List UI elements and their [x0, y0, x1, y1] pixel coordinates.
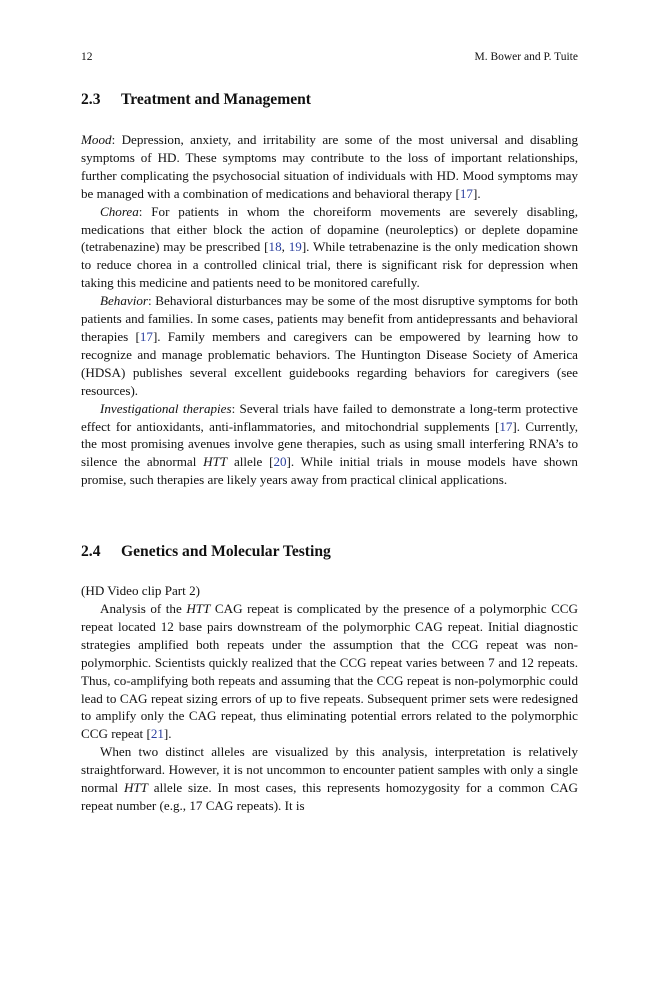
page: [81, 50, 578, 815]
section-title: Genetics and Molecular Testing: [121, 543, 331, 561]
gene-name: HTT: [123, 780, 148, 796]
citation-link[interactable]: 18: [268, 239, 282, 255]
citation-link[interactable]: 17: [459, 185, 473, 201]
paragraph-investigational: Investigational therapies: Several trials have failed to demonstrate a long-term protective effect for antioxidants, anti-inflammatories, and mitochondrial supplements [17]. Currently, the most promising avenues involve gene therapies, such as using small interfering RNA’s to silence the abnormal HTT allele [20]. While initial trials in mouse models have shown promise, such therapies are likely years away from practical clinical applications.: [81, 400, 579, 488]
paragraph-chorea: Chorea: For patients in whom the choreiform movements are severely disabling, medications that either block the action of dopamine (neuroleptics) or deplete dopamine (tetrabenazine) may be prescribed [18, 19]. While tetrabenazine is the only medication shown to reduce chorea in a controlled clinical trial, there is significant risk for depression when taking this medicine and patients need to be monitored carefully.: [81, 203, 579, 291]
citation-link[interactable]: 17: [499, 418, 513, 434]
section-title: Treatment and Management: [121, 91, 311, 108]
section-number: 2.3: [81, 91, 101, 108]
citation-link[interactable]: 17: [139, 328, 153, 344]
run-in-label-behavior: Behavior: [100, 293, 148, 309]
paragraph-behavior: Behavior: Behavioral disturbances may be some of the most disruptive symptoms for both patients and families. In some cases, patients may benefit from antidepressants and behavioral therapies [17]. Family members and caregivers can be empowered by learning how to recognize and manage problematic behaviors. The Huntington Disease Society of America (HDSA) publishes several excellent guidebooks regarding behaviors for caregivers (see resources).: [81, 293, 578, 398]
run-in-label-mood: Mood: [81, 132, 112, 147]
citation-link[interactable]: 19: [288, 239, 302, 255]
gene-name: HTT: [203, 454, 228, 470]
section-heading-2-4: [81, 542, 578, 562]
section-number: 2.4: [81, 543, 101, 561]
run-in-label-chorea: Chorea: [100, 203, 139, 219]
citation-link[interactable]: 20: [273, 454, 287, 470]
section-heading-2-3: [81, 90, 578, 110]
citation-link[interactable]: 21: [150, 726, 164, 742]
paragraph-analysis: Analysis of the HTT CAG repeat is complicated by the presence of a polymorphic CCG repeat located 12 base pairs downstream of the polymorphic CAG repeat. Initial diagnostic strategies amplified both repeats under the assumption that the CCG repeat was non-polymorphic. Scientists quickly realized that the CCG repeat varies between 7 and 12 repeats. Thus, co-amplifying both repeats and assuming that the CCG repeat is non-polymorphic could lead to CAG repeat sizing errors of up to five repeats. Subsequent primer sets were redesigned to amplify only the CAG repeat, thus eliminating potential errors related to the polymorphic CCG repeat [21].: [81, 601, 578, 742]
gene-name: HTT: [186, 601, 211, 617]
running-head: [81, 50, 578, 64]
page-number: 12: [81, 51, 93, 63]
run-in-label-investigational: Investigational therapies: [100, 400, 232, 416]
paragraph-alleles: When two distinct alleles are visualized by this analysis, interpretation is relatively straightforward. However, it is not uncommon to encounter patient samples with only a single normal HTT allele size. In most cases, this represents homozygosity for a common CAG repeat number (e.g., 17 CAG repeats). It is: [81, 744, 578, 813]
video-clip-note: (HD Video clip Part 2): [81, 583, 200, 599]
paragraph-mood: Mood: Depression, anxiety, and irritability are some of the most universal and disabling symptoms of HD. These symptoms may contribute to the loss of important relationships, further complicating the psychosocial situation of individuals with HD. Mood symptoms may be managed with a combination of medications and behavioral therapy [17].: [81, 132, 578, 201]
running-head-authors: M. Bower and P. Tuite: [474, 51, 578, 63]
